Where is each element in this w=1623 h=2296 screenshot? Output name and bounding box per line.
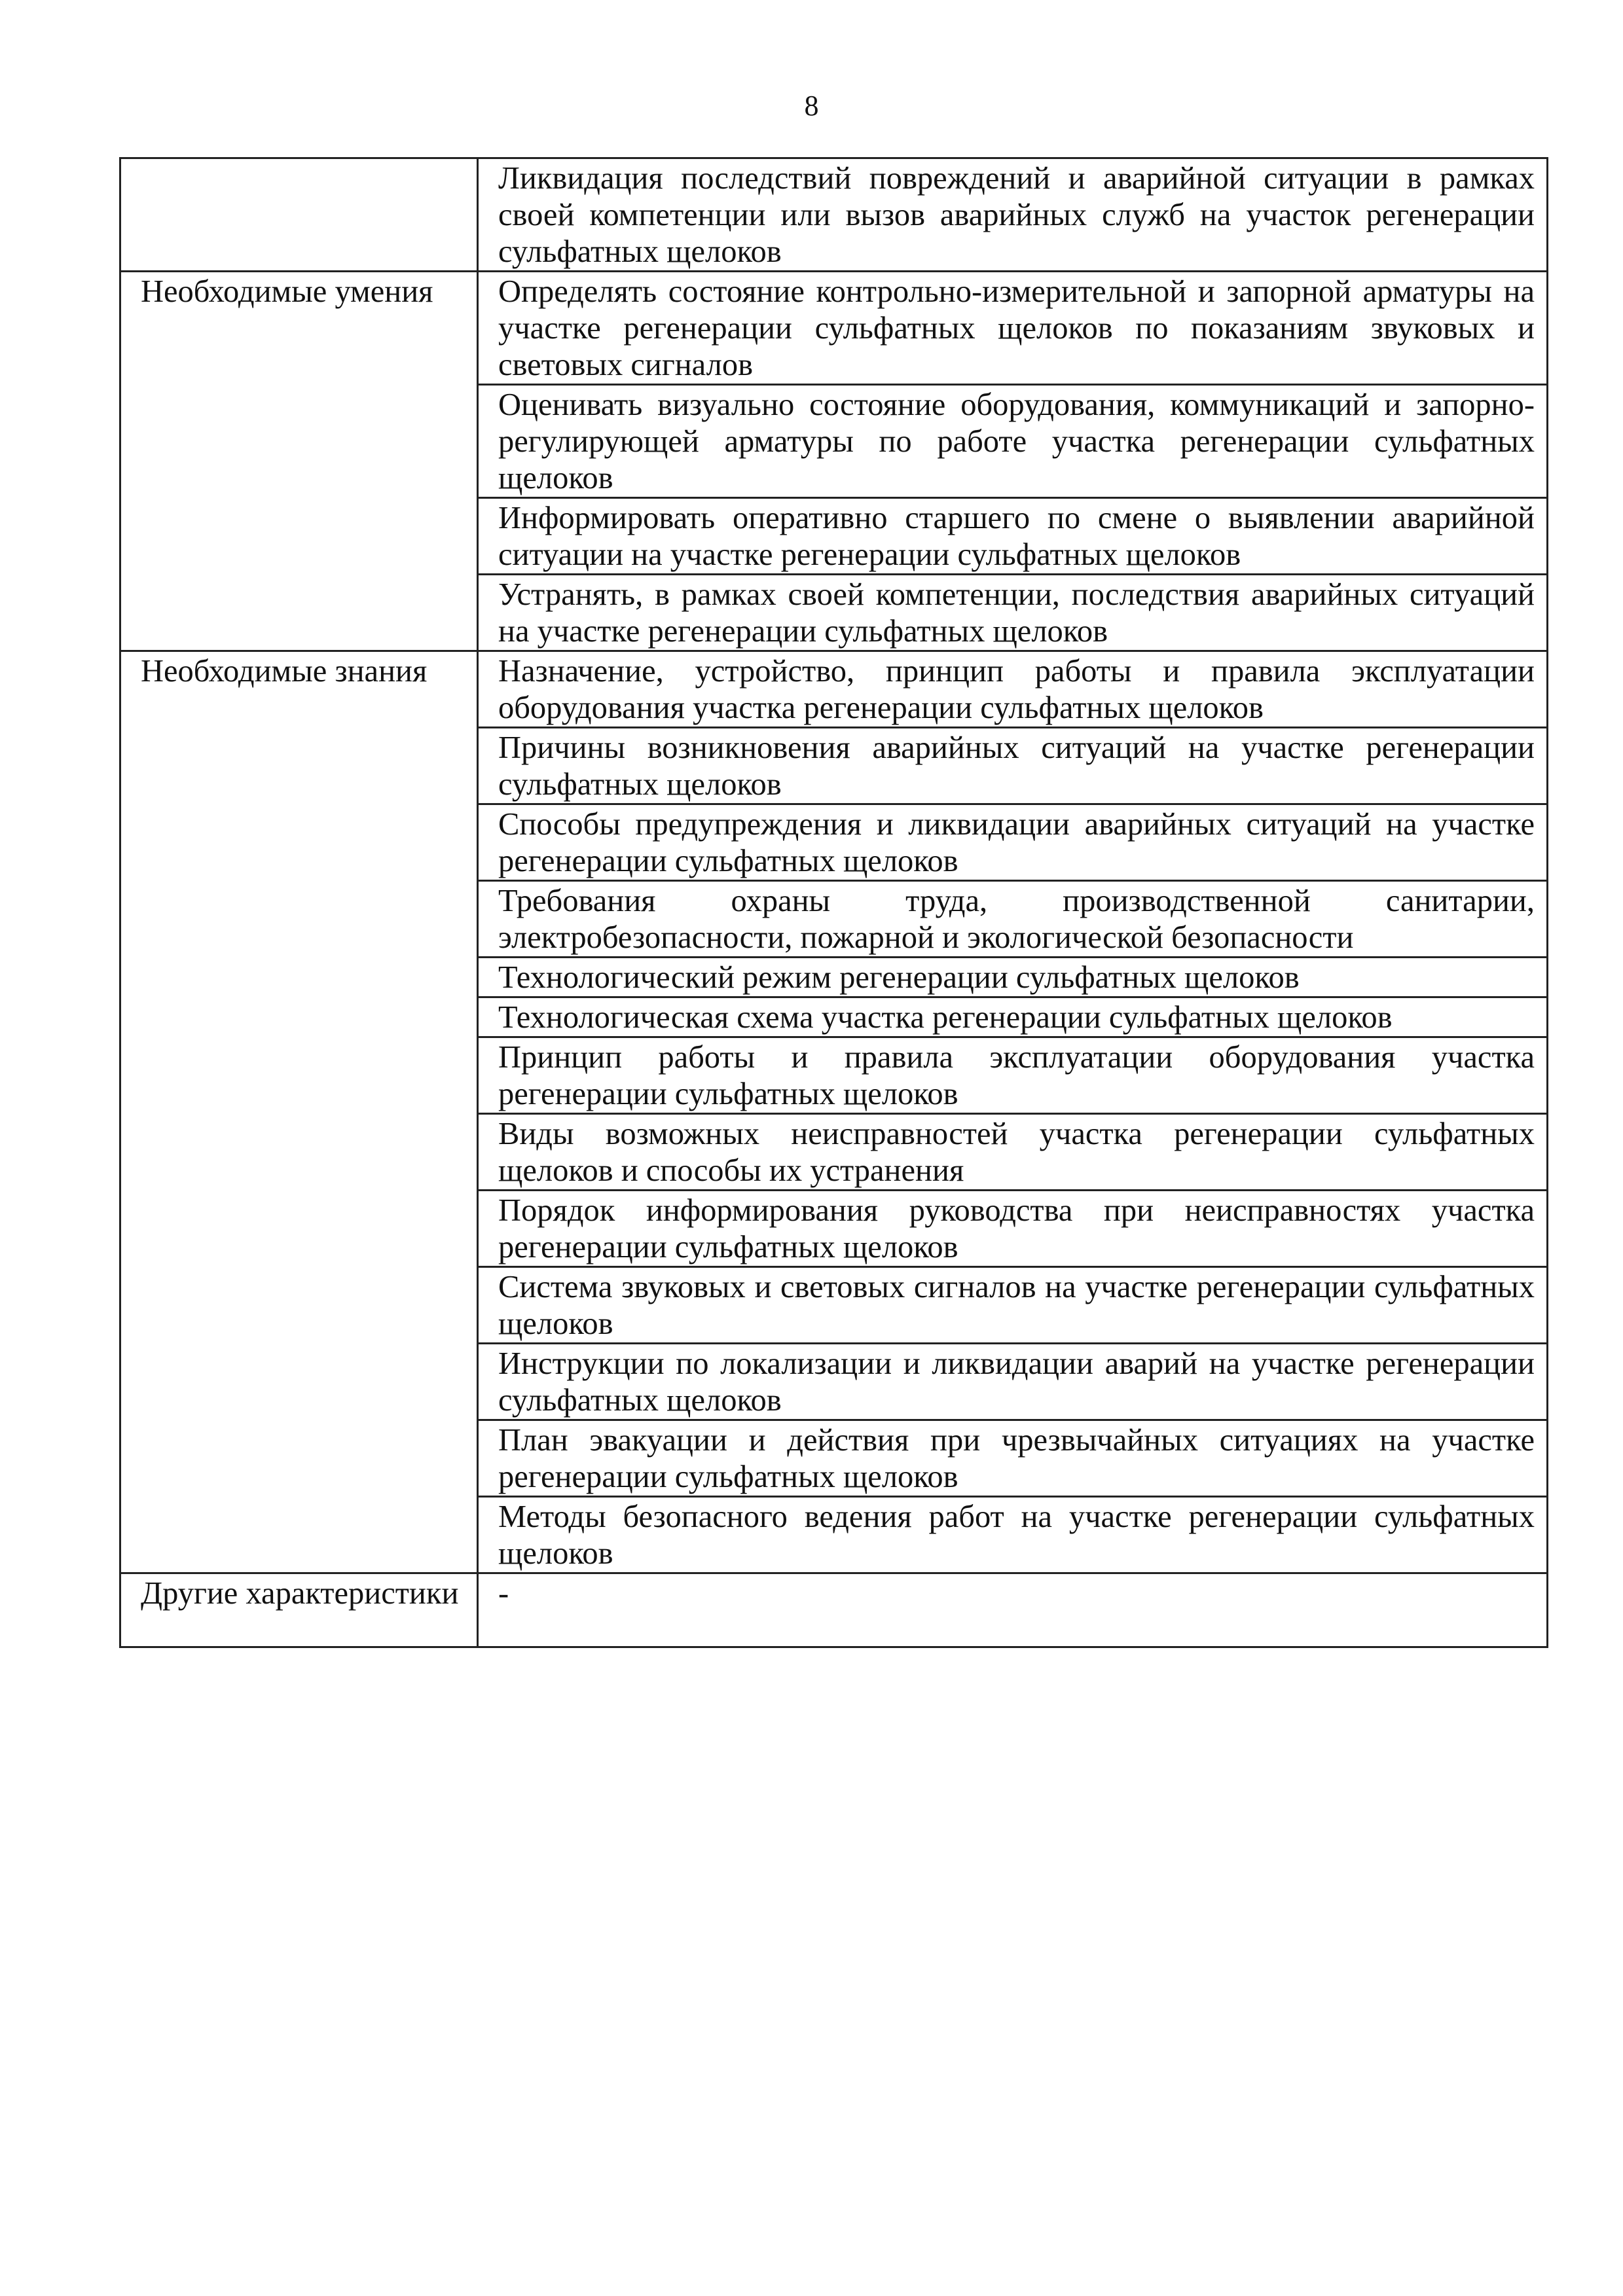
table-row <box>120 1497 1548 1573</box>
label-cell-span <box>120 958 478 997</box>
knowledge-label: Необходимые знания <box>120 651 478 728</box>
knowledge-item: Причины возникновения аварийных ситуаций на участке регенерации сульфатных щелоков <box>478 728 1548 804</box>
table-row <box>120 1037 1548 1114</box>
table-row <box>120 1191 1548 1267</box>
knowledge-item: План эвакуации и действия при чрезвычайных ситуациях на участке регенерации сульфатных щелоков <box>478 1420 1548 1497</box>
knowledge-item: Технологический режим регенерации сульфатных щелоков <box>478 958 1548 997</box>
label-cell-span <box>120 498 478 575</box>
table-row <box>120 804 1548 881</box>
label-cell-span <box>120 804 478 881</box>
table-row <box>120 1573 1548 1647</box>
page-number: 8 <box>804 90 819 122</box>
other-characteristics-label: Другие характеристики <box>120 1573 478 1647</box>
label-cell-span <box>120 881 478 958</box>
label-cell-empty <box>120 158 478 272</box>
table-row <box>120 272 1548 385</box>
table-row <box>120 1344 1548 1420</box>
label-cell-span <box>120 1037 478 1114</box>
label-cell-span <box>120 728 478 804</box>
table-row <box>120 1420 1548 1497</box>
skill-item: Информировать оперативно старшего по смене о выявлении аварийной ситуации на участке регенерации сульфатных щелоков <box>478 498 1548 575</box>
skills-label: Необходимые умения <box>120 272 478 385</box>
knowledge-item: Методы безопасного ведения работ на участке регенерации сульфатных щелоков <box>478 1497 1548 1573</box>
table-row <box>120 575 1548 651</box>
table-row <box>120 997 1548 1037</box>
knowledge-item: Способы предупреждения и ликвидации аварийных ситуаций на участке регенерации сульфатных щелоков <box>478 804 1548 881</box>
table-row <box>120 651 1548 728</box>
label-cell-span <box>120 997 478 1037</box>
table-row <box>120 385 1548 498</box>
table-row <box>120 1267 1548 1344</box>
knowledge-item: Инструкции по локализации и ликвидации аварий на участке регенерации сульфатных щелоков <box>478 1344 1548 1420</box>
skill-item: Устранять, в рамках своей компетенции, последствия аварийных ситуаций на участке регенерации сульфатных щелоков <box>478 575 1548 651</box>
label-cell-span <box>120 1344 478 1420</box>
table-row <box>120 498 1548 575</box>
skill-item: Определять состояние контрольно-измерительной и запорной арматуры на участке регенерации сульфатных щелоков по показаниям звуковых и световых сигналов <box>478 272 1548 385</box>
label-cell-span <box>120 1114 478 1191</box>
table-row <box>120 1114 1548 1191</box>
knowledge-item: Принцип работы и правила эксплуатации оборудования участка регенерации сульфатных щелоков <box>478 1037 1548 1114</box>
knowledge-item: Требования охраны труда, производственной санитарии, электробезопасности, пожарной и экологической безопасности <box>478 881 1548 958</box>
labor-functions-table <box>119 157 1548 1648</box>
table-row <box>120 728 1548 804</box>
table-row <box>120 958 1548 997</box>
table-row <box>120 158 1548 272</box>
label-cell-span <box>120 385 478 498</box>
label-cell-span <box>120 575 478 651</box>
label-cell-span <box>120 1497 478 1573</box>
label-cell-span <box>120 1267 478 1344</box>
table-cell: Ликвидация последствий повреждений и аварийной ситуации в рамках своей компетенции или вызов аварийных служб на участок регенерации сульфатных щелоков <box>478 158 1548 272</box>
table-row <box>120 881 1548 958</box>
label-cell-span <box>120 1420 478 1497</box>
knowledge-item: Назначение, устройство, принцип работы и правила эксплуатации оборудования участка регенерации сульфатных щелоков <box>478 651 1548 728</box>
knowledge-item: Виды возможных неисправностей участка регенерации сульфатных щелоков и способы их устранения <box>478 1114 1548 1191</box>
label-cell-span <box>120 1191 478 1267</box>
knowledge-item: Система звуковых и световых сигналов на участке регенерации сульфатных щелоков <box>478 1267 1548 1344</box>
other-characteristics-value: - <box>478 1573 1548 1647</box>
knowledge-item: Порядок информирования руководства при неисправностях участка регенерации сульфатных щелоков <box>478 1191 1548 1267</box>
skill-item: Оценивать визуально состояние оборудования, коммуникаций и запорно-регулирующей арматуры по работе участка регенерации сульфатных щелоков <box>478 385 1548 498</box>
knowledge-item: Технологическая схема участка регенерации сульфатных щелоков <box>478 997 1548 1037</box>
